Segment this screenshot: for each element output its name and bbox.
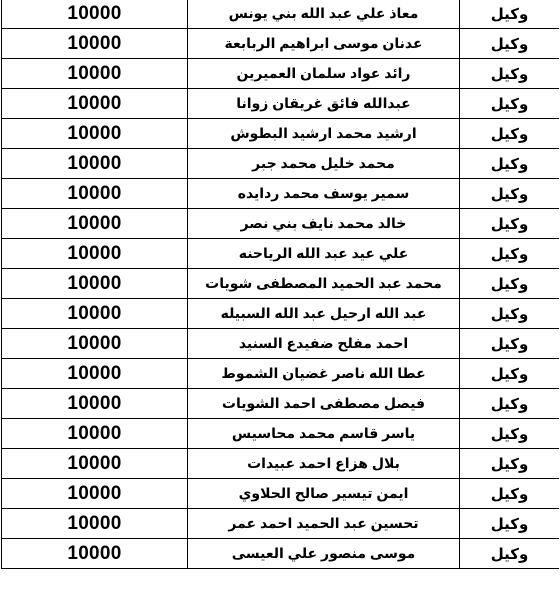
name-cell: موسى منصور علي العيسى — [188, 539, 460, 569]
table-row — [2, 89, 560, 119]
name-cell: خالد محمد نايف بني نصر — [188, 209, 460, 239]
names-table — [1, 0, 559, 569]
name-cell: عدنان موسى ابراهيم الربابعة — [188, 29, 460, 59]
amount-cell: 10000 — [2, 359, 188, 389]
name-cell: محمد عبد الحميد المصطفى شويات — [188, 269, 460, 299]
amount-cell: 10000 — [2, 509, 188, 539]
table-row — [2, 239, 560, 269]
name-cell: عطا الله ناصر غضيان الشموط — [188, 359, 460, 389]
amount-cell: 10000 — [2, 329, 188, 359]
role-cell: وكيل — [460, 359, 560, 389]
table-row — [2, 449, 560, 479]
role-cell: وكيل — [460, 89, 560, 119]
table-row — [2, 209, 560, 239]
name-cell: محمد خليل محمد جبر — [188, 149, 460, 179]
role-cell: وكيل — [460, 59, 560, 89]
name-cell: فيصل مصطفى احمد الشويات — [188, 389, 460, 419]
table-row — [2, 419, 560, 449]
table-row — [2, 119, 560, 149]
table-row — [2, 299, 560, 329]
role-cell: وكيل — [460, 419, 560, 449]
amount-cell: 10000 — [2, 89, 188, 119]
role-cell: وكيل — [460, 329, 560, 359]
name-cell: عبدالله فائق غريقان زوانا — [188, 89, 460, 119]
role-cell: وكيل — [460, 269, 560, 299]
table-row — [2, 0, 560, 29]
table-row — [2, 59, 560, 89]
table-row — [2, 509, 560, 539]
amount-cell: 10000 — [2, 179, 188, 209]
amount-cell: 10000 — [2, 239, 188, 269]
amount-cell: 10000 — [2, 449, 188, 479]
amount-cell: 10000 — [2, 119, 188, 149]
amount-cell: 10000 — [2, 209, 188, 239]
role-cell: وكيل — [460, 539, 560, 569]
name-cell: ياسر قاسم محمد محاسيس — [188, 419, 460, 449]
name-cell: عبد الله ارحيل عبد الله السبيله — [188, 299, 460, 329]
role-cell: وكيل — [460, 299, 560, 329]
name-cell: سمير يوسف محمد ردايده — [188, 179, 460, 209]
role-cell: وكيل — [460, 239, 560, 269]
table-row — [2, 359, 560, 389]
name-cell: رائد عواد سلمان العميرين — [188, 59, 460, 89]
role-cell: وكيل — [460, 119, 560, 149]
role-cell: وكيل — [460, 149, 560, 179]
table-row — [2, 329, 560, 359]
role-cell: وكيل — [460, 479, 560, 509]
amount-cell: 10000 — [2, 149, 188, 179]
name-cell: تحسين عبد الحميد احمد عمر — [188, 509, 460, 539]
amount-cell: 10000 — [2, 269, 188, 299]
role-cell: وكيل — [460, 209, 560, 239]
table-row — [2, 539, 560, 569]
amount-cell: 10000 — [2, 389, 188, 419]
name-cell: علي عيد عبد الله الرياحنه — [188, 239, 460, 269]
table-body — [2, 0, 560, 569]
table-row — [2, 479, 560, 509]
amount-cell: 10000 — [2, 299, 188, 329]
amount-cell: 10000 — [2, 479, 188, 509]
role-cell: وكيل — [460, 449, 560, 479]
table-row — [2, 269, 560, 299]
table-row — [2, 149, 560, 179]
role-cell: وكيل — [460, 389, 560, 419]
name-cell: معاذ علي عبد الله بني يونس — [188, 0, 460, 29]
amount-cell: 10000 — [2, 419, 188, 449]
amount-cell: 10000 — [2, 539, 188, 569]
names-table-wrapper — [1, 0, 559, 594]
name-cell: احمد مفلح ضفيدع السنيد — [188, 329, 460, 359]
amount-cell: 10000 — [2, 29, 188, 59]
role-cell: وكيل — [460, 509, 560, 539]
amount-cell: 10000 — [2, 59, 188, 89]
role-cell: وكيل — [460, 179, 560, 209]
table-row — [2, 29, 560, 59]
table-row — [2, 179, 560, 209]
role-cell: وكيل — [460, 0, 560, 29]
amount-cell: 10000 — [2, 0, 188, 29]
name-cell: بلال هزاع احمد عبيدات — [188, 449, 460, 479]
table-row — [2, 389, 560, 419]
name-cell: ايمن تيسير صالح الحلاوي — [188, 479, 460, 509]
name-cell: ارشيد محمد ارشيد البطوش — [188, 119, 460, 149]
role-cell: وكيل — [460, 29, 560, 59]
